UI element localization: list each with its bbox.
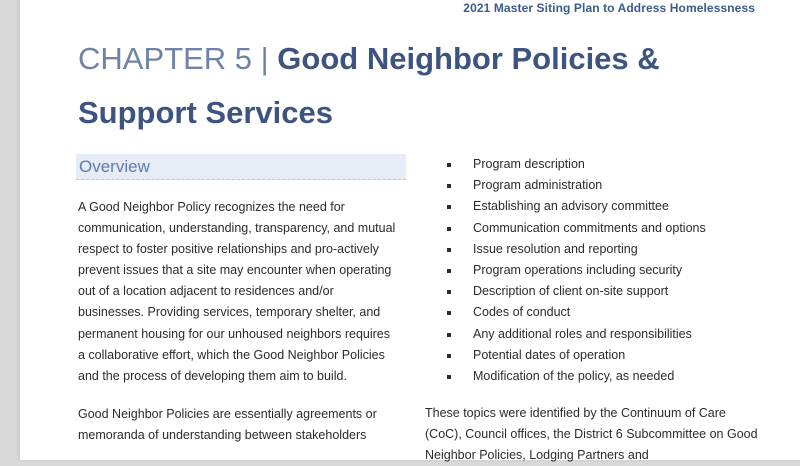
bullet-icon	[447, 269, 451, 273]
list-item: Communication commitments and options	[446, 218, 706, 239]
overview-paragraph-1: A Good Neighbor Policy recognizes the need for communication, understanding, transparency, and mutual respect to foster positive relationships and pro-actively prevent issues that a site may encounter when operating out of a location adjacent to residences and/or businesses. Providing services, temporary shelter, and permanent housing for our unhoused neighbors requires a collaborative effort, which the Good Neighbor Policies and the process of developing them aim to build.	[78, 200, 396, 383]
bullet-icon	[447, 290, 451, 294]
overview-heading-box	[76, 154, 406, 180]
left-column	[78, 197, 398, 446]
right-column-paragraph	[425, 403, 765, 466]
list-item: Program description	[446, 154, 706, 175]
chapter-number: CHAPTER 5	[78, 41, 252, 76]
list-item: Program operations including security	[446, 260, 706, 281]
overview-paragraph-2: Good Neighbor Policies are essentially agreements or memoranda of understanding between stakeholders	[78, 406, 377, 442]
bullet-icon	[447, 184, 451, 188]
list-item: Any additional roles and responsibilities	[446, 324, 706, 345]
bullet-icon	[447, 354, 451, 358]
bullet-icon	[447, 333, 451, 337]
overview-heading: Overview	[79, 157, 150, 176]
bullet-icon	[447, 375, 451, 379]
bullet-icon	[447, 205, 451, 209]
bullet-icon	[447, 227, 451, 231]
running-header: 2021 Master Siting Plan to Address Homelessness	[463, 1, 755, 15]
chapter-title-line-2: Support Services	[78, 95, 333, 130]
policy-topics-list	[446, 154, 706, 387]
list-item: Potential dates of operation	[446, 345, 706, 366]
list-item: Issue resolution and reporting	[446, 239, 706, 260]
bullet-icon	[447, 311, 451, 315]
list-item: Establishing an advisory committee	[446, 196, 706, 217]
document-page	[20, 0, 800, 460]
chapter-title-line-1: Good Neighbor Policies &	[277, 41, 660, 76]
chapter-separator: |	[260, 41, 269, 76]
list-item: Program administration	[446, 175, 706, 196]
topics-source-paragraph: These topics were identified by the Continuum of Care (CoC), Council offices, the District 6 Subcommittee on Good Neighbor Policies, Lodging Partners and	[425, 406, 758, 462]
bullet-icon	[447, 163, 451, 167]
list-item: Codes of conduct	[446, 302, 706, 323]
list-item: Modification of the policy, as needed	[446, 366, 706, 387]
bullet-icon	[447, 248, 451, 252]
list-item: Description of client on-site support	[446, 281, 706, 302]
chapter-title	[78, 32, 728, 140]
